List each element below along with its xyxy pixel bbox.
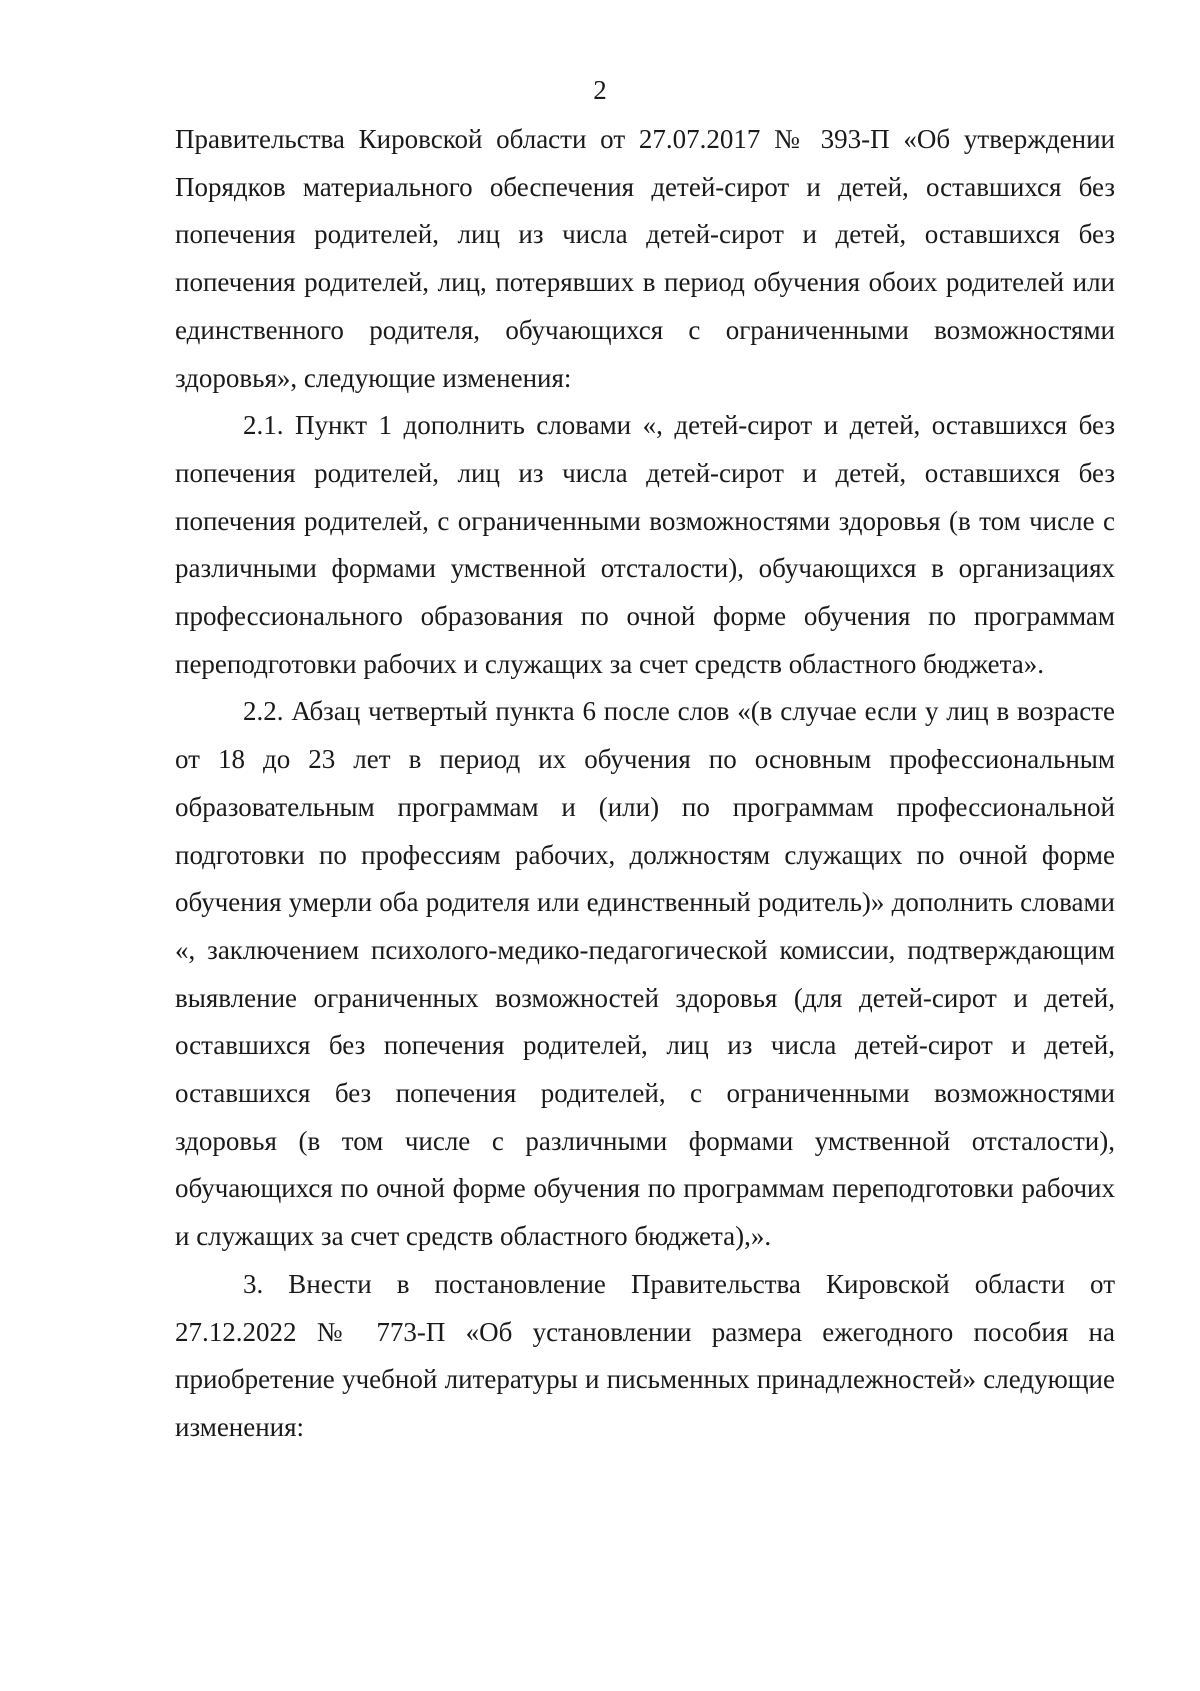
paragraph-continuation: Правительства Кировской области от 27.07.2017 № 393-П «Об утверждении Порядков материального обеспечения детей-сирот и детей, оставшихся без попечения родителей, лиц из числа детей-сирот и детей, оставшихся без попечения родителей, лиц, потерявших в период обучения обоих родителей или единственного родителя, обучающихся с ограниченными возможностями здоровья», следующие изменения:	[175, 124, 1115, 393]
page-number: 2	[593, 75, 607, 105]
paragraph-item-2-1: 2.1. Пункт 1 дополнить словами «, детей-сирот и детей, оставшихся без попечения родителей, лиц из числа детей-сирот и детей, оставшихся без попечения родителей, с ограниченными возможностями здоровья (в том числе с различными формами умственной отсталости), обучающихся в организациях профессионального образования по очной форме обучения по программам переподготовки рабочих и служащих за счет средств областного бюджета».	[175, 410, 1115, 679]
paragraph-item-3: 3. Внести в постановление Правительства Кировской области от 27.12.2022 № 773-П «Об установлении размера ежегодного пособия на приобретение учебной литературы и письменных принадлежностей» следующие изменения:	[175, 1268, 1115, 1442]
document-body	[175, 116, 1115, 1452]
paragraph-item-2-2: 2.2. Абзац четвертый пункта 6 после слов «(в случае если у лиц в возрасте от 18 до 23 лет в период их обучения по основным профессиональным образовательным программам и (или) по программам профессиональной подготовки по профессиям рабочих, должностям служащих по очной форме обучения умерли оба родителя или единственный родитель)» дополнить словами «, заключением психолого-медико-педагогической комиссии, подтверждающим выявление ограниченных возможностей здоровья (для детей-сирот и детей, оставшихся без попечения родителей, лиц из числа детей-сирот и детей, оставшихся без попечения родителей, с ограниченными возможностями здоровья (в том числе с различными формами умственной отсталости), обучающихся по очной форме обучения по программам переподготовки рабочих и служащих за счет средств областного бюджета),».	[175, 696, 1115, 1252]
